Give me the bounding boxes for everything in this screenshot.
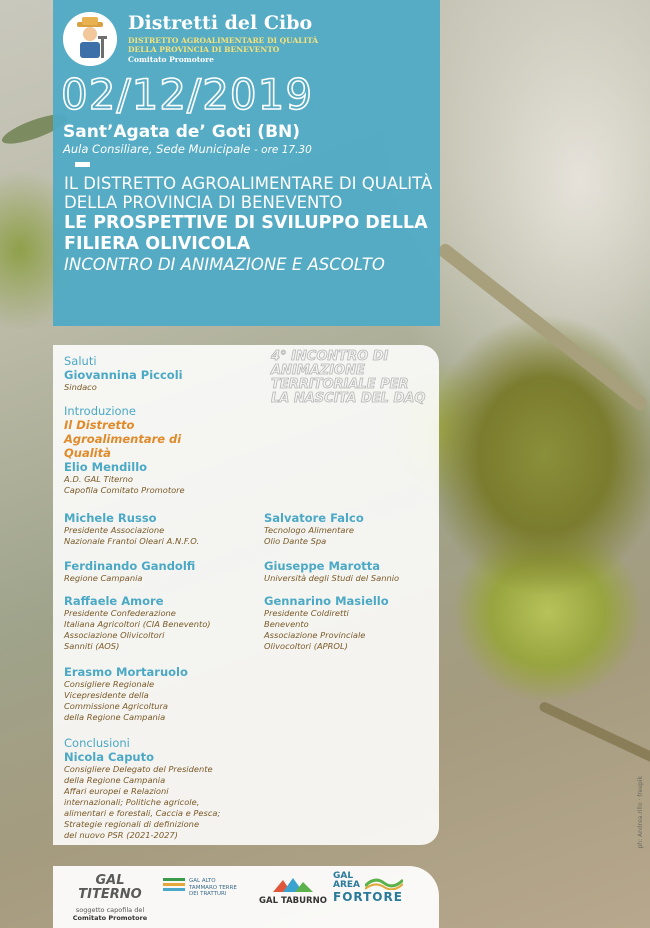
speaker-desc: Presidente Associazione Nazionale Frantoi Oleari A.N.F.O. <box>64 525 200 546</box>
intro-label: Introduzione <box>64 404 136 418</box>
wave-icon <box>365 876 403 890</box>
intro-section <box>64 404 224 496</box>
title-line-2: LE PROSPETTIVE DI SVILUPPO DELLA FILIERA OLIVICOLA <box>64 213 428 254</box>
gal-titerno-sub1: soggetto capofila del <box>75 906 145 914</box>
olive-branch <box>436 241 650 412</box>
conclusioni-label: Conclusioni <box>64 736 130 750</box>
speaker-item <box>64 594 211 652</box>
speaker-item <box>64 511 199 547</box>
speaker-name: Ferdinando Gandolfi <box>64 559 196 573</box>
saluti-name: Giovannina Piccoli <box>64 368 183 382</box>
gal-fortore-logo <box>333 872 428 904</box>
gal-alto-tammaro-logo <box>163 878 243 897</box>
speaker-desc: Regione Campania <box>64 573 143 583</box>
stripe-icon <box>163 883 185 886</box>
org-comitato: Comitato Promotore <box>128 55 214 64</box>
speaker-desc: Presidente Confederazione Italiana Agricoltori (CIA Benevento) Associazione Olivicoltori Sanniti (AOS) <box>64 608 211 651</box>
saluti-label: Saluti <box>64 354 97 368</box>
conclusioni-section <box>64 736 220 841</box>
gal-taburno-logo <box>258 876 328 906</box>
gal-fortore-line1: GAL <box>333 871 354 881</box>
gal-titerno-logo <box>65 874 155 922</box>
event-place: Sant’Agata de’ Goti (BN) <box>63 122 301 142</box>
venue-name: Aula Consiliare, Sede Municipale <box>63 142 251 156</box>
speaker-desc: Università degli Studi del Sannio <box>264 573 400 583</box>
header-box <box>53 0 440 326</box>
intro-topic: Il Distretto Agroalimentare di Qualità <box>64 418 182 460</box>
org-subtitle: DISTRETTO AGROALIMENTARE DI QUALITÀ DELLA PROVINCIA DI BENEVENTO <box>128 36 319 54</box>
conclusioni-name: Nicola Caputo <box>64 750 155 764</box>
mountains-icon <box>273 876 313 892</box>
stripe-icon <box>163 888 185 891</box>
intro-desc: A.D. GAL Titerno Capofila Comitato Promotore <box>64 474 185 495</box>
speaker-desc: Consigliere Regionale Vicepresidente della Commissione Agricoltura della Regione Campania <box>64 679 168 722</box>
speaker-name: Giuseppe Marotta <box>264 559 381 573</box>
gal-fortore-line2: AREA <box>333 880 361 890</box>
event-venue <box>63 142 312 156</box>
saluti-section <box>64 354 183 393</box>
speaker-item <box>64 665 188 723</box>
footer-logos <box>53 866 439 928</box>
event-title <box>64 174 434 274</box>
speaker-desc: Tecnologo Alimentare Olio Dante Spa <box>264 525 354 546</box>
stripe-icon <box>163 878 185 881</box>
gal-taburno-name: GAL TABURNO <box>259 896 327 906</box>
farmer-icon <box>63 12 117 66</box>
speaker-name: Gennarino Masiello <box>264 594 389 608</box>
speaker-item <box>64 559 195 584</box>
title-line-3: INCONTRO DI ANIMAZIONE E ASCOLTO <box>64 255 385 274</box>
photo-credit: ph: Andrea.rillo · freepik <box>637 776 644 849</box>
intro-name: Elio Mendillo <box>64 460 148 474</box>
event-time: - ore 17.30 <box>254 144 312 156</box>
gal-titerno-name: GAL TITERNO <box>78 873 142 902</box>
gal-alto-tammaro-name: GAL ALTO TAMMARO TERRE DEI TRATTURI <box>189 878 237 897</box>
gal-fortore-line3: FORTORE <box>333 890 403 904</box>
saluti-desc: Sindaco <box>64 382 97 392</box>
org-title: Distretti del Cibo <box>128 12 313 34</box>
speaker-name: Michele Russo <box>64 511 157 525</box>
speaker-name: Salvatore Falco <box>264 511 364 525</box>
speaker-item <box>264 559 399 584</box>
speaker-name: Erasmo Mortaruolo <box>64 665 188 679</box>
speaker-name: Raffaele Amore <box>64 594 164 608</box>
conclusioni-desc: Consigliere Delegato del Presidente della Regione Campania Affari europei e Relazioni internazionali; Politiche agricole, alimentari e forestali, Caccia e Pesca; Strategie regionali di definizione del nuovo PSR (2021-2027) <box>64 764 221 840</box>
incontro-heading: 4° INCONTRO DI ANIMAZIONE TERRITORIALE PER LA NASCITA DEL DAQ <box>271 349 426 406</box>
title-line-1: IL DISTRETTO AGROALIMENTARE DI QUALITÀ DELLA PROVINCIA DI BENEVENTO <box>64 174 433 212</box>
olive-branch <box>538 700 650 777</box>
speaker-item <box>264 594 389 652</box>
speaker-item <box>264 511 364 547</box>
gal-titerno-sub2: Comitato Promotore <box>72 914 148 922</box>
speaker-desc: Presidente Coldiretti Benevento Associazione Provinciale Olivocoltori (APROL) <box>264 608 366 651</box>
event-date: 02/12/2019 <box>61 70 314 119</box>
divider <box>75 162 90 167</box>
